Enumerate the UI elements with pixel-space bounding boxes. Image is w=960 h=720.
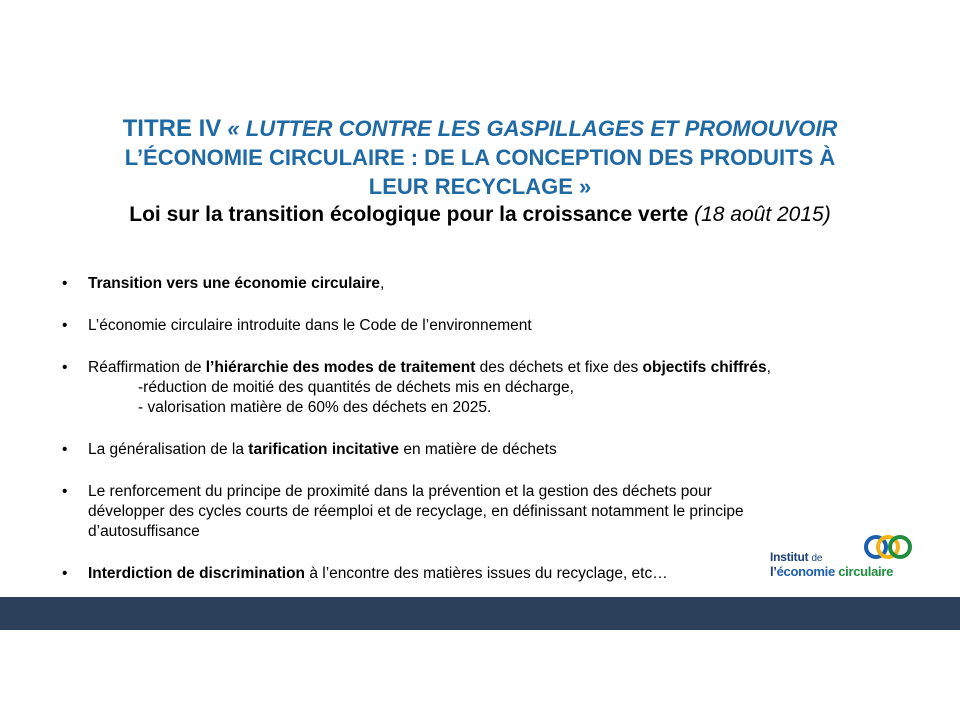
bullet-dot: • [62,483,68,500]
bullet-item-2 [62,316,902,336]
title-quote-3: LEUR RECYCLAGE » [368,174,592,199]
bullet-dot: • [62,275,68,292]
title-quote-2: L’ÉCONOMIE CIRCULAIRE : DE LA CONCEPTION DES PRODUITS À [124,145,836,170]
bullet-4-post: en matière de déchets [399,441,557,458]
bullet-2-text: L’économie circulaire introduite dans le Code de l’environnement [88,317,532,334]
bullet-3-bold-2: objectifs chiffrés [642,359,767,376]
logo-de: de [811,553,823,564]
bullet-6-rest: à l’encontre des matières issues du recyclage, etc… [305,565,668,582]
bullet-5-line-1: Le renforcement du principe de proximité dans la prévention et la gestion des déchets pour [88,483,712,500]
bullet-dot: • [62,317,68,334]
institut-logo [770,527,920,583]
interlocking-rings-icon [862,527,914,567]
title-lead: TITRE IV [122,115,222,142]
bullet-dot: • [62,441,68,458]
logo-institut: Institut [770,550,809,564]
logo-line-2 [770,564,893,579]
slide-title [40,114,920,229]
bullet-item-4 [62,440,902,460]
bullet-1-rest: , [380,275,385,292]
logo-circulaire: circulaire [834,564,894,579]
bullet-4-pre: La généralisation de la [88,441,249,458]
logo-line-1 [770,550,822,564]
bullet-3-mid: des déchets et fixe des [475,359,643,376]
bullet-dot: • [62,359,68,376]
bullet-4-bold: tarification incitative [248,441,400,458]
logo-apostrophe: l’ [770,564,777,579]
footer-band [0,597,960,630]
bullet-item-3 [62,358,902,418]
bullet-3-bold-1: l’hiérarchie des modes de traitement [205,359,476,376]
bullet-3-post: , [766,359,771,376]
law-name: Loi sur la transition écologique pour la croissance verte [129,203,689,226]
bullet-item-1 [62,274,902,294]
bullet-3-pre: Réaffirmation de [88,359,206,376]
bullet-3-sub-2: - valorisation matière de 60% des déchets en 2025. [138,399,492,416]
title-quote-1: « LUTTER CONTRE LES GASPILLAGES ET PROMOUVOIR [227,116,838,141]
bullet-1-bold: Transition vers une économie circulaire [88,275,381,292]
bullet-6-bold: Interdiction de discrimination [88,565,306,582]
law-subtitle [40,201,920,229]
logo-economie: économie [776,564,835,579]
bullet-dot: • [62,565,68,582]
title-line-1 [40,114,920,143]
bullet-5-line-3: d’autosuffisance [88,523,200,540]
bullet-3-sub-1: -réduction de moitié des quantités de déchets mis en décharge, [138,379,574,396]
law-date: (18 août 2015) [694,203,831,226]
bullet-5-line-2: développer des cycles courts de réemploi et de recyclage, en définissant notamment le principe [88,503,744,520]
